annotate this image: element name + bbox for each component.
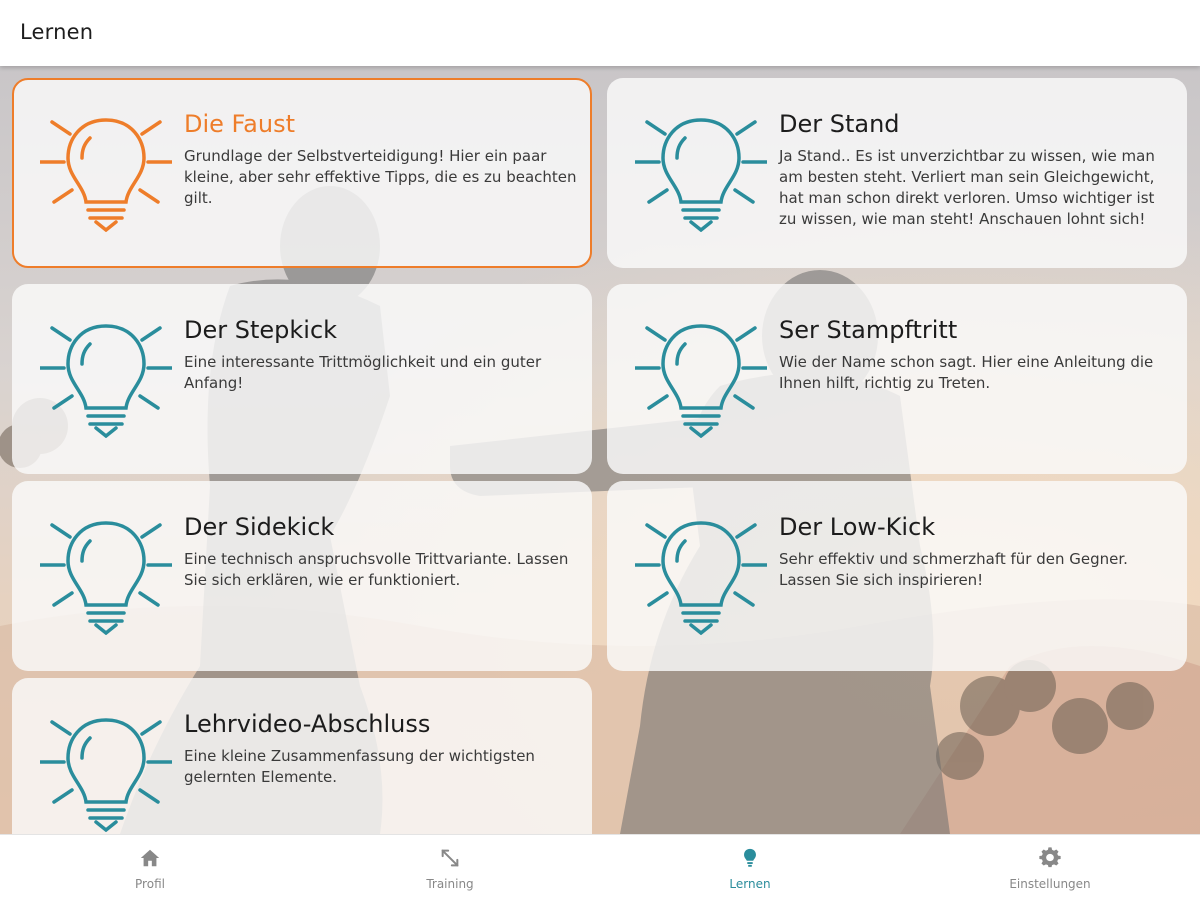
card-description: Ja Stand.. Es ist unverzichtbar zu wissen, wie man am besten steht. Verliert man sein Gleichgewicht, hat man schon direkt verloren. Umso wichtiger ist zu wissen, wie man steht! Anschauen lohnt sich! [779, 147, 1155, 228]
nav-item-profil[interactable] [0, 835, 300, 900]
gear-icon [1039, 847, 1061, 869]
home-icon [139, 847, 161, 869]
page-title: Lernen [20, 20, 94, 44]
nav-label: Einstellungen [1009, 877, 1091, 891]
card-title: Lehrvideo-Abschluss [184, 710, 431, 738]
bottom-navigation [0, 834, 1200, 900]
content-area[interactable] [0, 66, 1200, 834]
lightbulb-icon [40, 710, 172, 832]
lightbulb-icon [635, 316, 767, 438]
card-description: Eine kleine Zusammenfassung der wichtigsten gelernten Elemente. [184, 747, 535, 786]
nav-label: Training [426, 877, 474, 891]
card-description: Eine interessante Trittmöglichkeit und ein guter Anfang! [184, 353, 542, 392]
card-der-sidekick[interactable] [12, 481, 592, 671]
card-title: Der Stepkick [184, 316, 338, 344]
card-der-low-kick[interactable] [607, 481, 1187, 671]
card-ser-stampftritt[interactable] [607, 284, 1187, 474]
card-lehrvideo-abschluss[interactable] [12, 678, 592, 834]
arrows-icon [439, 847, 461, 869]
lightbulb-icon [40, 110, 172, 232]
nav-label: Lernen [729, 877, 771, 891]
nav-item-training[interactable] [300, 835, 600, 900]
card-description: Grundlage der Selbstverteidigung! Hier ein paar kleine, aber sehr effektive Tipps, die es zu beachten gilt. [184, 147, 577, 207]
lightbulb-icon [635, 110, 767, 232]
card-description: Wie der Name schon sagt. Hier eine Anleitung die Ihnen hilft, richtig zu Treten. [779, 353, 1154, 392]
card-title: Der Low-Kick [779, 513, 936, 541]
card-description: Eine technisch anspruchsvolle Trittvariante. Lassen Sie sich erklären, wie er funktioniert. [184, 550, 569, 589]
card-die-faust[interactable] [12, 78, 592, 268]
app-header [0, 0, 1200, 66]
card-description: Sehr effektiv und schmerzhaft für den Gegner. Lassen Sie sich inspirieren! [779, 550, 1128, 589]
lightbulb-icon [40, 316, 172, 438]
card-title: Der Sidekick [184, 513, 335, 541]
nav-item-lernen[interactable] [600, 835, 900, 900]
lightbulb-icon [739, 847, 761, 869]
lightbulb-icon [40, 513, 172, 635]
card-der-stand[interactable] [607, 78, 1187, 268]
card-der-stepkick[interactable] [12, 284, 592, 474]
nav-item-einstellungen[interactable] [900, 835, 1200, 900]
card-title: Ser Stampftritt [779, 316, 958, 344]
nav-label: Profil [135, 877, 165, 891]
card-title: Der Stand [779, 110, 900, 138]
lightbulb-icon [635, 513, 767, 635]
card-title: Die Faust [184, 110, 295, 138]
